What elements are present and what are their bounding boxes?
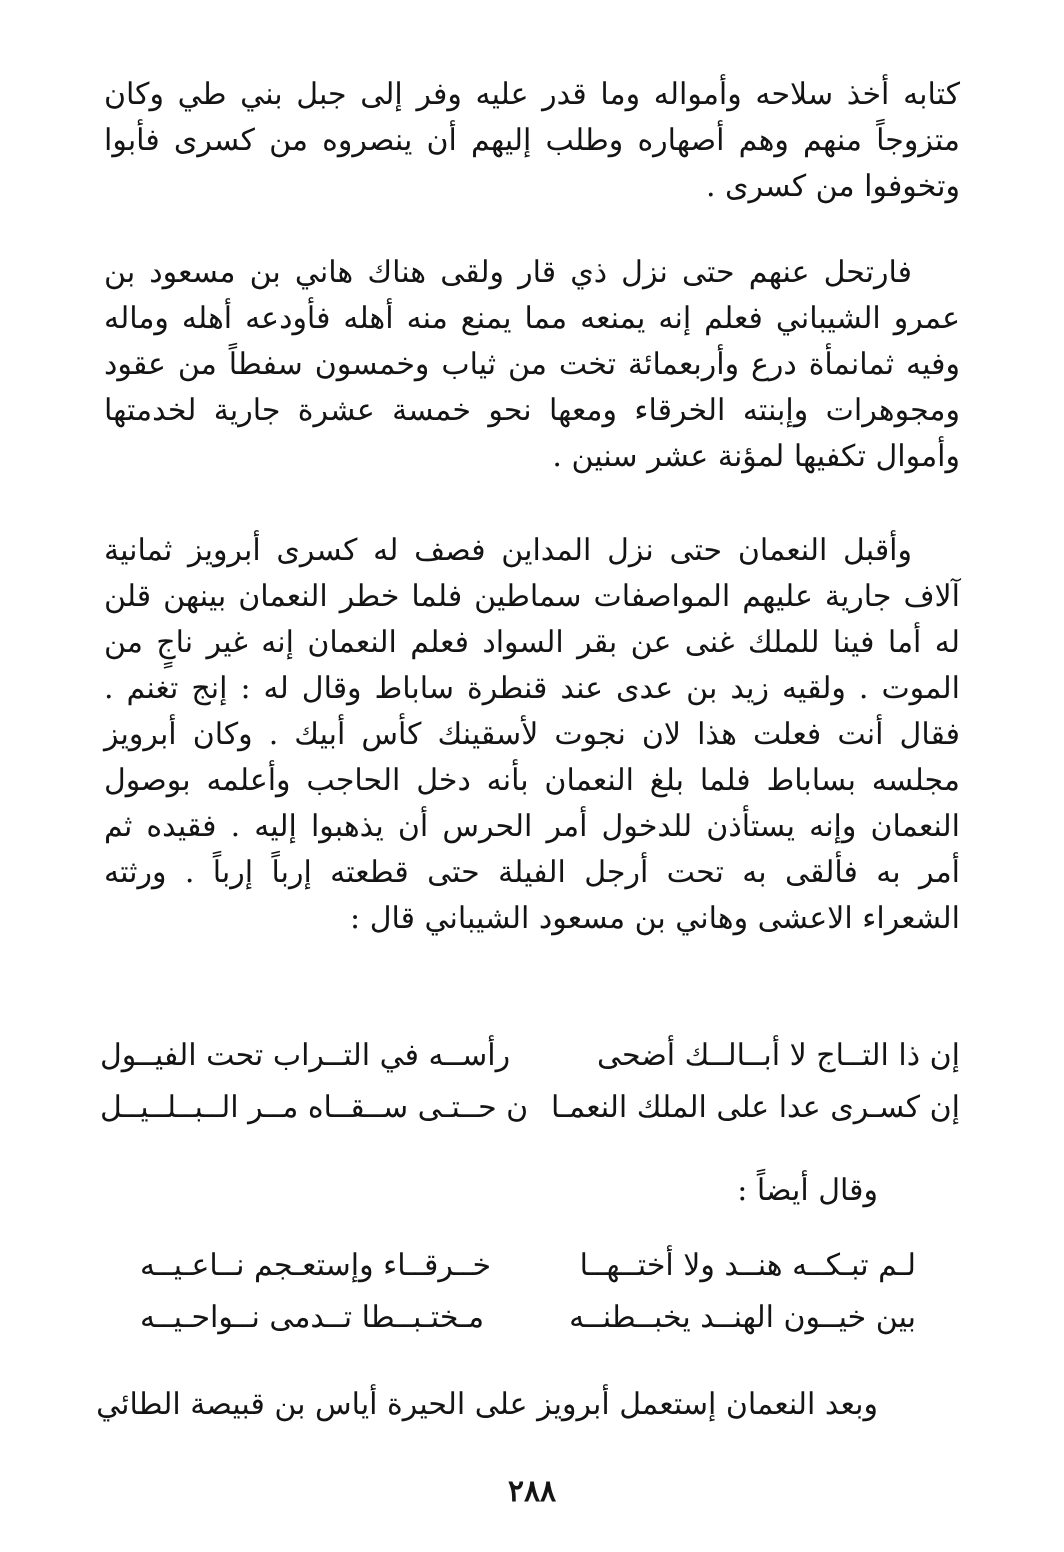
poem-1-verse-1	[100, 1030, 960, 1082]
closing-line: وبعد النعمان إستعمل أبرويز على الحيرة أياس بن قبيصة الطائي	[96, 1387, 878, 1422]
poem-1-verse-1-first-hemistich: إن ذا التــاج لا أبــالــك أضحى	[596, 1038, 960, 1073]
paragraph-2-text: فارتحل عنهم حتى نزل ذي قار ولقى هناك هاني بن مسعود بن عمرو الشيباني فعلم إنه يمنعه مما يمنع منه أهله فأودعه أهله وماله وفيه ثمانمأة درع وأربعمائة تخت من ثياب وخمسون سفطاً من عقود ومجوهرات وإبنته الخرقاء ومعها نحو خمسة عشرة جارية لخدمتها وأموال تكفيها لمؤنة عشر سنين .	[104, 255, 960, 474]
poem-1-verse-2-first-hemistich: إن كسـرى عدا على الملك النعمـا	[550, 1090, 960, 1125]
poem-2-verse-2	[140, 1292, 916, 1344]
page-number: ٢٨٨	[507, 1474, 557, 1509]
poem-2-verse-1-second-hemistich: خــرقــاء وإستعـجم نــاعـيــه	[140, 1248, 491, 1283]
poem-2-verse-1-first-hemistich: لـم تبـكــه هنــد ولا أختــهــا	[579, 1248, 916, 1283]
paragraph-2	[104, 250, 960, 480]
poem-2-verse-1	[140, 1240, 916, 1292]
poem-1	[100, 1030, 960, 1134]
poem-2	[140, 1240, 916, 1344]
paragraph-3-text: وأقبل النعمان حتى نزل المداين فصف له كسرى أبرويز ثمانية آلاف جارية عليهم المواصفات سماطين فلما خطر النعمان بينهن قلن له أما فينا للملك غنى عن بقر السواد فعلم النعمان إنه غير ناجٍ من الموت . ولقيه زيد بن عدى عند قنطرة ساباط وقال له : إنج تغنم . فقال أنت فعلت هذا لان نجوت لأسقينك كأس أبيك . وكان أبرويز مجلسه بساباط فلما بلغ النعمان بأنه دخل الحاجب وأعلمه بوصول النعمان وإنه يستأذن للدخول أمر الحرس أن يذهبوا إليه . فقيده ثم أمر به فألقى به تحت أرجل الفيلة حتى قطعته إرباً إرباً . ورثته الشعراء الاعشى وهاني بن مسعود الشيباني قال :	[104, 533, 960, 936]
paragraph-1	[104, 72, 960, 210]
poem-2-intro: وقال أيضاً :	[737, 1173, 878, 1208]
poem-1-verse-1-second-hemistich: رأســه في التــراب تحت الفيــول	[100, 1038, 511, 1073]
paragraph-3	[104, 528, 960, 942]
poem-2-verse-2-second-hemistich: مـختـبــطا تــدمى نــواحـيــه	[140, 1300, 485, 1335]
poem-1-verse-2-second-hemistich: ن حــتـى ســقــاه مــر الــبــلــيــل	[100, 1090, 529, 1125]
poem-1-verse-2	[100, 1082, 960, 1134]
poem-2-verse-2-first-hemistich: بين خيــون الهنــد يخبــطنــه	[569, 1300, 916, 1335]
paragraph-1-text: كتابه أخذ سلاحه وأمواله وما قدر عليه وفر إلى جبل بني طي وكان متزوجاً منهم وهم أصهاره وطلب إليهم أن ينصروه من كسرى فأبوا وتخوفوا من كسرى .	[104, 77, 960, 204]
